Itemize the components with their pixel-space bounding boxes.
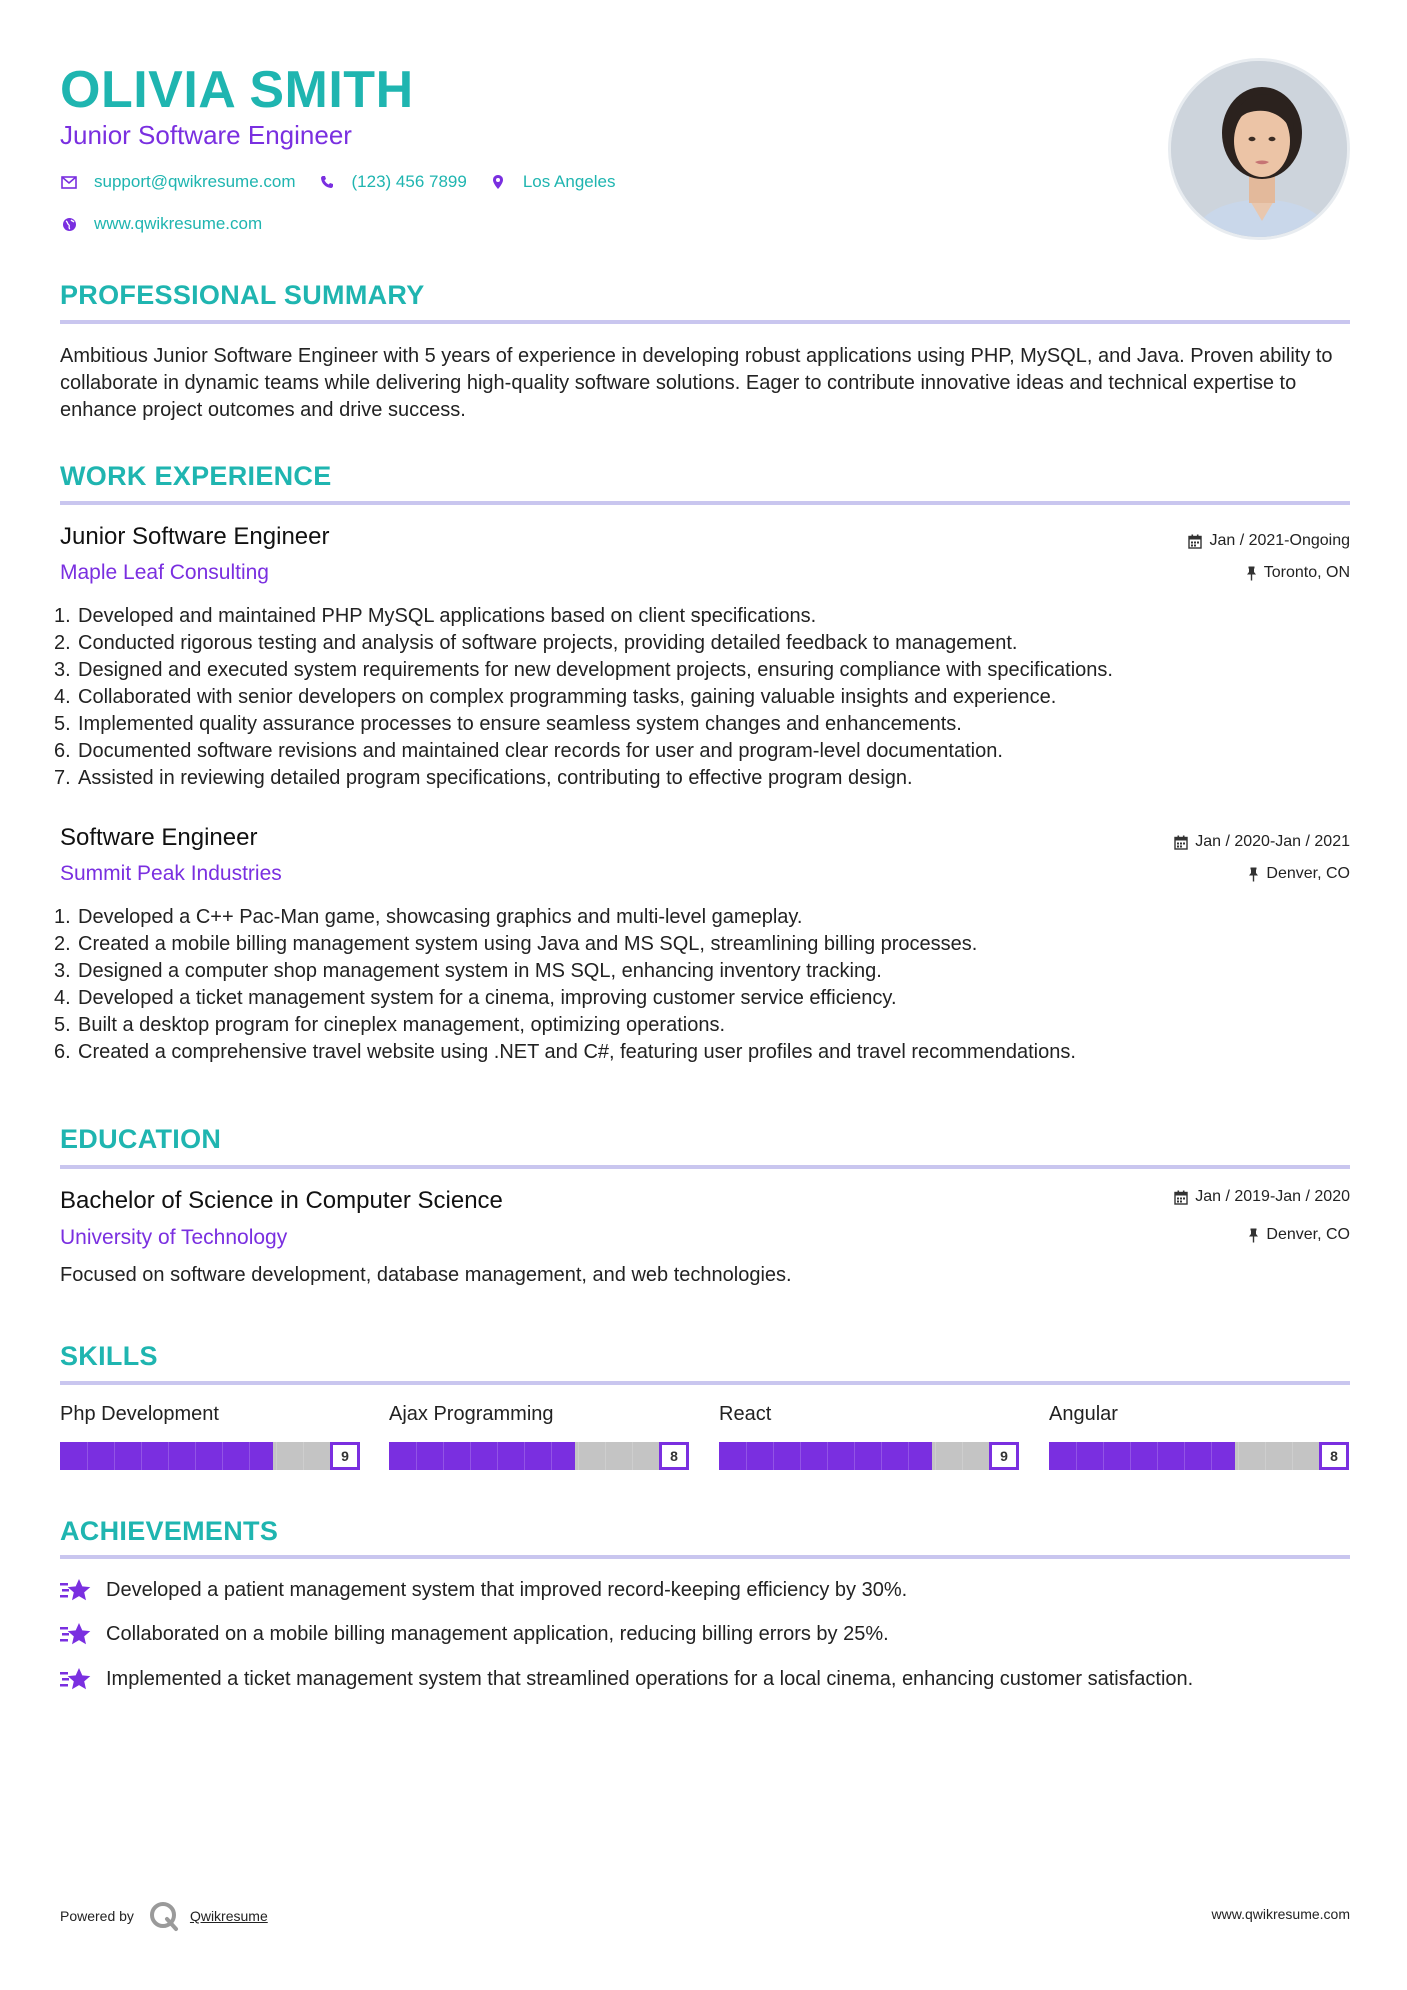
skill-bar — [1049, 1441, 1349, 1471]
star-icon — [60, 1666, 92, 1694]
job-bullets — [54, 904, 1350, 1066]
star-icon — [60, 1621, 92, 1649]
bullet-text: Documented software revisions and maintained clear records for user and program-level documentation. — [78, 740, 1003, 762]
skill-bar-segment — [1130, 1442, 1131, 1470]
achievement-item — [60, 1666, 1350, 1694]
skill-bar-segment — [1292, 1442, 1293, 1470]
skill-item — [389, 1403, 689, 1471]
job-bullet — [54, 738, 1350, 765]
job-title: Software Engineer — [60, 824, 258, 851]
skill-bar-segment — [605, 1442, 606, 1470]
skill-bar-track — [1049, 1442, 1319, 1470]
section-divider — [60, 320, 1350, 324]
achievement-text: Collaborated on a mobile billing management application, reducing billing errors by 25%. — [106, 1623, 889, 1645]
job-company: Summit Peak Industries — [60, 862, 282, 885]
profile-photo — [1168, 58, 1350, 240]
job-bullet — [54, 904, 1350, 931]
bullet-number: 4. — [54, 987, 71, 1009]
website-link[interactable]: www.qwikresume.com — [94, 214, 263, 233]
job-dates-text: Jan / 2021-Ongoing — [1209, 532, 1350, 549]
bullet-text: Assisted in reviewing detailed program specifications, contributing to effective program design. — [78, 767, 913, 789]
skill-bar-segment — [168, 1442, 169, 1470]
skill-level-badge: 9 — [989, 1442, 1019, 1470]
skill-bar-fill — [60, 1442, 273, 1470]
bullet-text: Developed a C++ Pac-Man game, showcasing graphics and multi-level gameplay. — [78, 906, 803, 928]
skill-bar-segment — [524, 1442, 525, 1470]
bullet-number: 5. — [54, 1014, 71, 1036]
skill-bar-segment — [195, 1442, 196, 1470]
globe-icon — [60, 215, 78, 233]
pushpin-icon — [1248, 867, 1259, 882]
skill-bar-segment — [827, 1442, 828, 1470]
skill-bar-segment — [87, 1442, 88, 1470]
education-location — [1248, 1226, 1350, 1244]
skill-item — [1049, 1403, 1349, 1471]
bullet-text: Created a comprehensive travel website using .NET and C#, featuring user profiles and travel recommendations. — [78, 1041, 1076, 1063]
skill-bar-segment — [303, 1442, 304, 1470]
summary-heading: PROFESSIONAL SUMMARY — [60, 280, 425, 310]
skill-bar-fill — [719, 1442, 932, 1470]
skill-bar-track — [719, 1442, 989, 1470]
skill-name: React — [719, 1403, 772, 1425]
phone-icon — [318, 173, 336, 191]
pushpin-icon — [1246, 566, 1257, 581]
skill-bar-track — [389, 1442, 659, 1470]
job-company: Maple Leaf Consulting — [60, 561, 269, 584]
email-link[interactable]: support@qwikresume.com — [94, 172, 296, 191]
website-row — [60, 214, 284, 234]
bullet-number: 3. — [54, 960, 71, 982]
job-bullet — [54, 985, 1350, 1012]
contact-row — [60, 172, 637, 192]
section-divider — [60, 1381, 1350, 1385]
star-icon — [60, 1577, 92, 1605]
bullet-text: Implemented quality assurance processes to ensure seamless system changes and enhancements. — [78, 713, 962, 735]
skill-name: Angular — [1049, 1403, 1118, 1425]
skill-bar-segment — [1184, 1442, 1185, 1470]
bullet-number: 5. — [54, 713, 71, 735]
skill-bar-segment — [935, 1442, 936, 1470]
degree-title: Bachelor of Science in Computer Science — [60, 1187, 503, 1214]
candidate-name: OLIVIA SMITH — [60, 61, 414, 119]
skill-bar — [389, 1441, 689, 1471]
job-bullets — [54, 603, 1350, 792]
bullet-number: 6. — [54, 740, 71, 762]
job-bullet — [54, 765, 1350, 792]
bullet-text: Developed and maintained PHP MySQL applications based on client specifications. — [78, 605, 817, 627]
job-location-text: Denver, CO — [1266, 865, 1350, 882]
skill-bar-segment — [881, 1442, 882, 1470]
bullet-number: 4. — [54, 686, 71, 708]
skill-bar-segment — [141, 1442, 142, 1470]
candidate-role: Junior Software Engineer — [60, 120, 352, 150]
skill-item — [719, 1403, 1019, 1471]
skill-level-badge: 8 — [659, 1442, 689, 1470]
skill-item — [60, 1403, 360, 1471]
bullet-number: 7. — [54, 767, 71, 789]
experience-heading: WORK EXPERIENCE — [60, 461, 332, 491]
skill-bar-segment — [578, 1442, 579, 1470]
qwikresume-logo-icon — [148, 1900, 180, 1932]
job-bullet — [54, 603, 1350, 630]
skill-bar-track — [60, 1442, 330, 1470]
job-dates — [1188, 532, 1350, 550]
job-bullet — [54, 1039, 1350, 1066]
bullet-number: 2. — [54, 933, 71, 955]
section-divider — [60, 1555, 1350, 1559]
calendar-icon — [1188, 534, 1202, 549]
bullet-number: 2. — [54, 632, 71, 654]
pushpin-icon — [1248, 1228, 1259, 1243]
skill-bar-segment — [962, 1442, 963, 1470]
skill-bar-segment — [908, 1442, 909, 1470]
skill-bar-segment — [551, 1442, 552, 1470]
calendar-icon — [1174, 835, 1188, 850]
skill-bar-segment — [470, 1442, 471, 1470]
job-location — [1248, 865, 1350, 883]
job-location — [1246, 564, 1350, 582]
phone-link[interactable]: (123) 456 7899 — [351, 172, 467, 191]
powered-by-label: Powered by — [60, 1908, 134, 1924]
skill-bar-segment — [800, 1442, 801, 1470]
achievements-heading: ACHIEVEMENTS — [60, 1516, 279, 1546]
skill-bar-segment — [114, 1442, 115, 1470]
skill-bar-segment — [416, 1442, 417, 1470]
bullet-text: Developed a ticket management system for a cinema, improving customer service efficiency. — [78, 987, 897, 1009]
map-pin-icon — [489, 173, 507, 191]
job-bullet — [54, 684, 1350, 711]
skill-bar-segment — [1265, 1442, 1266, 1470]
education-heading: EDUCATION — [60, 1124, 222, 1154]
location-text: Los Angeles — [522, 172, 616, 191]
skill-name: Ajax Programming — [389, 1403, 554, 1425]
job-bullet — [54, 1012, 1350, 1039]
bullet-number: 1. — [54, 605, 71, 627]
skill-level-badge: 9 — [330, 1442, 360, 1470]
skill-bar-segment — [746, 1442, 747, 1470]
section-divider — [60, 1165, 1350, 1169]
job-bullet — [54, 931, 1350, 958]
job-location-text: Toronto, ON — [1263, 564, 1350, 581]
skill-bar-segment — [773, 1442, 774, 1470]
summary-text: Ambitious Junior Software Engineer with 5 years of experience in developing robust applications using PHP, MySQL, and Java. Proven ability to collaborate in dynamic teams while delivering high-quality software solutions. Eager to contribute innovative ideas and technical expertise to enhance project outcomes and drive success. — [60, 345, 1333, 421]
skill-bar-segment — [1238, 1442, 1239, 1470]
calendar-icon — [1174, 1190, 1188, 1205]
bullet-text: Created a mobile billing management system using Java and MS SQL, streamlining billing processes. — [78, 933, 978, 955]
job-bullet — [54, 657, 1350, 684]
education-description: Focused on software development, database management, and web technologies. — [60, 1264, 792, 1286]
bullet-number: 1. — [54, 906, 71, 928]
bullet-number: 6. — [54, 1041, 71, 1063]
achievement-item — [60, 1621, 1350, 1649]
skill-bar-segment — [443, 1442, 444, 1470]
skill-bar-segment — [497, 1442, 498, 1470]
skill-name: Php Development — [60, 1403, 219, 1425]
education-dates-text: Jan / 2019-Jan / 2020 — [1195, 1188, 1350, 1205]
bullet-text: Designed and executed system requirements for new development projects, ensuring compliance with specifications. — [78, 659, 1113, 681]
skill-bar-segment — [632, 1442, 633, 1470]
skill-bar-segment — [854, 1442, 855, 1470]
bullet-text: Designed a computer shop management system in MS SQL, enhancing inventory tracking. — [78, 960, 882, 982]
envelope-icon — [60, 173, 78, 191]
skills-heading: SKILLS — [60, 1341, 158, 1371]
achievement-item — [60, 1577, 1350, 1605]
bullet-text: Conducted rigorous testing and analysis of software projects, providing detailed feedback to management. — [78, 632, 1018, 654]
achievement-text: Implemented a ticket management system that streamlined operations for a local cinema, enhancing customer satisfaction. — [106, 1668, 1194, 1690]
skill-bar-segment — [1103, 1442, 1104, 1470]
education-dates — [1174, 1188, 1350, 1206]
skill-bar-segment — [249, 1442, 250, 1470]
job-dates — [1174, 833, 1350, 851]
bullet-text: Built a desktop program for cineplex management, optimizing operations. — [78, 1014, 726, 1036]
education-location-text: Denver, CO — [1266, 1226, 1350, 1243]
footer-powered-by — [60, 1900, 268, 1932]
bullet-number: 3. — [54, 659, 71, 681]
skill-bar-segment — [1076, 1442, 1077, 1470]
footer-url[interactable]: www.qwikresume.com — [1211, 1906, 1350, 1922]
skill-level-badge: 8 — [1319, 1442, 1349, 1470]
school-name: University of Technology — [60, 1226, 288, 1249]
skill-bar-segment — [222, 1442, 223, 1470]
job-bullet — [54, 958, 1350, 985]
achievement-text: Developed a patient management system that improved record-keeping efficiency by 30%. — [106, 1579, 908, 1601]
job-dates-text: Jan / 2020-Jan / 2021 — [1195, 833, 1350, 850]
skill-bar-segment — [1211, 1442, 1212, 1470]
skill-bar — [719, 1441, 1019, 1471]
job-title: Junior Software Engineer — [60, 523, 330, 550]
job-bullet — [54, 711, 1350, 738]
skill-bar-segment — [1157, 1442, 1158, 1470]
job-bullet — [54, 630, 1350, 657]
qwikresume-link[interactable]: Qwikresume — [189, 1908, 268, 1924]
bullet-text: Collaborated with senior developers on complex programming tasks, gaining valuable insights and experience. — [78, 686, 1057, 708]
skill-bar-segment — [276, 1442, 277, 1470]
skill-bar — [60, 1441, 360, 1471]
section-divider — [60, 501, 1350, 505]
